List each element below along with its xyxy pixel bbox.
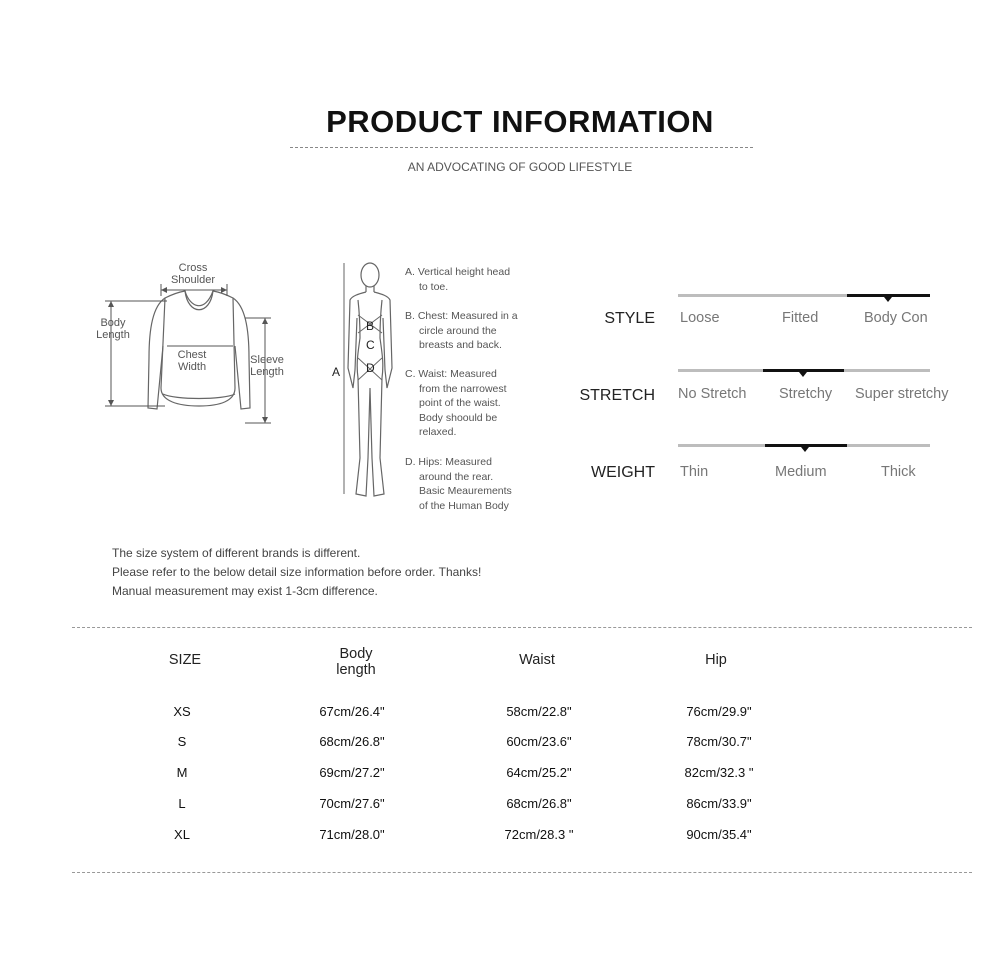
cell-hip: 78cm/30.7" <box>686 734 752 749</box>
legend-a: A. Vertical height head to toe. <box>405 266 511 293</box>
cell-body-length: 70cm/27.6" <box>319 796 385 811</box>
table-bottom-divider <box>72 872 972 873</box>
legend-d: D. Hips: Measured around the rear. Basic Meaurements of the Human Body <box>405 456 512 512</box>
cell-waist: 60cm/23.6" <box>506 734 572 749</box>
col-header-body-length: Body length <box>336 646 376 678</box>
cell-hip: 90cm/35.4" <box>686 827 752 842</box>
table-row <box>0 827 1000 847</box>
page-title: PRODUCT INFORMATION <box>326 104 714 139</box>
cell-waist: 68cm/26.8" <box>506 796 572 811</box>
stretch-option-stretchy: Stretchy <box>779 386 833 402</box>
legend-b: B. Chest: Measured in a circle around the breasts and back. <box>405 310 518 351</box>
cell-waist: 64cm/25.2" <box>506 765 572 780</box>
size-notes <box>112 544 481 601</box>
table-top-divider <box>72 627 972 628</box>
body-figure-diagram <box>330 258 410 503</box>
cell-size: XL <box>174 827 190 842</box>
cell-hip: 76cm/29.9" <box>686 704 752 719</box>
legend-c: C. Waist: Measured from the narrowest point of the waist. Body shoould be relaxed. <box>405 368 507 438</box>
col-header-hip: Hip <box>705 652 727 668</box>
weight-option-thin: Thin <box>680 464 709 480</box>
note-line: The size system of different brands is different. <box>112 546 361 560</box>
stretch-caret-icon <box>799 372 807 377</box>
cell-body-length: 69cm/27.2" <box>319 765 385 780</box>
weight-option-thick: Thick <box>881 464 916 480</box>
stretch-option-super: Super stretchy <box>855 386 949 402</box>
cell-size: XS <box>173 704 191 719</box>
note-line: Please refer to the below detail size information before order. Thanks! <box>112 565 482 579</box>
cell-size: L <box>178 796 186 811</box>
page-subtitle: AN ADVOCATING OF GOOD LIFESTYLE <box>407 160 633 174</box>
chest-width-label: Chest Width <box>177 349 207 373</box>
cell-hip: 82cm/32.3 " <box>684 765 754 780</box>
table-row <box>0 704 1000 724</box>
style-label: STYLE <box>604 310 655 327</box>
stretch-option-none: No Stretch <box>678 386 747 402</box>
marker-c: C <box>366 338 375 352</box>
table-row <box>0 796 1000 816</box>
stretch-label: STRETCH <box>579 387 655 404</box>
cell-body-length: 67cm/26.4" <box>319 704 385 719</box>
cell-body-length: 68cm/26.8" <box>319 734 385 749</box>
style-option-loose: Loose <box>680 310 720 326</box>
cell-size: M <box>176 765 188 780</box>
col-header-size: SIZE <box>168 652 202 668</box>
table-row <box>0 734 1000 754</box>
marker-b: B <box>366 319 375 333</box>
sleeve-length-label: Sleeve Length <box>250 354 284 378</box>
table-row <box>0 765 1000 785</box>
style-option-fitted: Fitted <box>782 310 819 326</box>
note-line: Manual measurement may exist 1-3cm difference. <box>112 584 378 598</box>
marker-a: A <box>332 365 341 379</box>
cell-size: S <box>177 734 187 749</box>
marker-d: D <box>366 361 375 375</box>
weight-option-medium: Medium <box>775 464 827 480</box>
human-figure-icon <box>330 258 410 503</box>
cell-body-length: 71cm/28.0" <box>319 827 385 842</box>
cross-shoulder-label: Cross Shoulder <box>170 262 216 286</box>
cell-hip: 86cm/33.9" <box>686 796 752 811</box>
cell-waist: 72cm/28.3 " <box>504 827 574 842</box>
title-divider <box>290 147 753 148</box>
style-option-body-con: Body Con <box>864 310 928 326</box>
weight-caret-icon <box>801 447 809 452</box>
style-caret-icon <box>884 297 892 302</box>
cell-waist: 58cm/22.8" <box>506 704 572 719</box>
col-header-waist: Waist <box>519 652 555 668</box>
weight-label: WEIGHT <box>591 464 655 481</box>
body-length-label: Body Length <box>96 317 130 341</box>
